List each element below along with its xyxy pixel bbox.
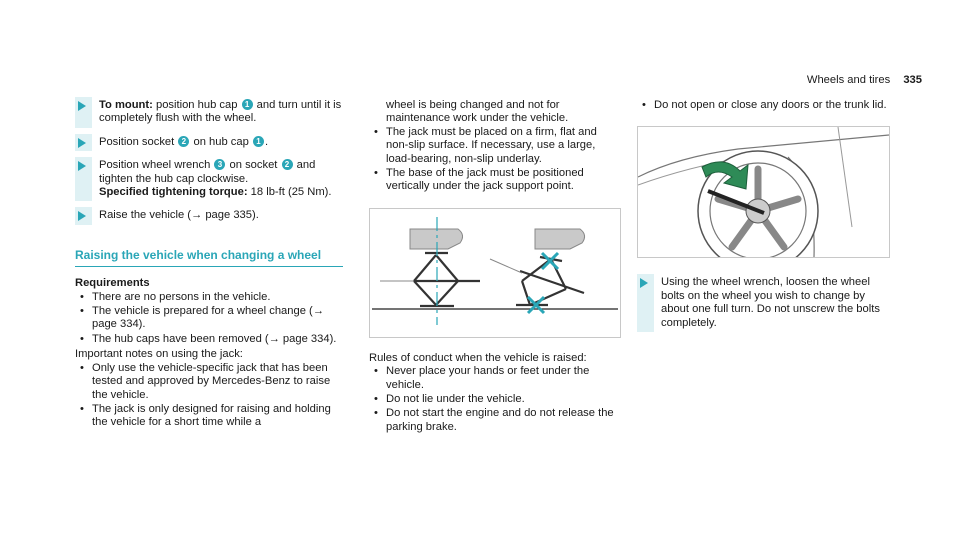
step-arrow-icon bbox=[78, 211, 86, 221]
step-text: Position socket bbox=[99, 135, 178, 148]
step-position-socket bbox=[75, 136, 343, 149]
step-text: and tighten the hub cap clockwise. bbox=[99, 159, 316, 185]
requirements-list bbox=[75, 291, 343, 347]
step-text: position hub cap bbox=[152, 99, 241, 111]
section-name: Wheels and tires bbox=[806, 74, 891, 86]
step-raise-vehicle bbox=[75, 209, 343, 222]
list-item: • There are no persons in the vehicle. bbox=[75, 291, 343, 304]
step-text: and turn until it is completely flush with the wheel. bbox=[99, 99, 342, 125]
rules-intro: Rules of conduct when the vehicle is raised: bbox=[369, 351, 587, 364]
callout-number: 2 bbox=[178, 136, 189, 147]
torque-value: 18 lb-ft (25 Nm). bbox=[247, 186, 332, 199]
callout-number: 1 bbox=[242, 99, 253, 110]
list-item: • The jack is only designed for raising and holding the vehicle for a short time while a bbox=[75, 403, 343, 430]
requirements-heading: Requirements bbox=[75, 277, 150, 290]
list-item: • Do not lie under the vehicle. bbox=[369, 393, 621, 406]
jack-rules-list bbox=[369, 126, 621, 194]
step-text: on socket bbox=[226, 159, 281, 172]
conduct-rules-list bbox=[369, 365, 621, 434]
callout-number: 1 bbox=[253, 136, 264, 147]
step-position-wrench bbox=[75, 159, 343, 199]
list-item: • Do not open or close any doors or the trunk lid. bbox=[637, 99, 893, 112]
page-header bbox=[807, 74, 922, 87]
step-arrow-icon bbox=[78, 138, 86, 148]
column-right bbox=[637, 99, 893, 340]
step-arrow-icon bbox=[640, 278, 648, 288]
list-item[interactable]: • The hub caps have been removed (→ page 334). bbox=[75, 333, 343, 346]
callout-number: 3 bbox=[214, 159, 225, 170]
wheel-wrench-illustration bbox=[637, 126, 890, 258]
torque-label: Specified tightening torque: bbox=[99, 186, 248, 199]
page-number: 335 bbox=[903, 74, 922, 86]
notes-list bbox=[75, 362, 343, 430]
step-loosen-bolts bbox=[637, 276, 893, 330]
step-text: on hub cap bbox=[190, 135, 252, 148]
section-title: Raising the vehicle when changing a wheel bbox=[75, 249, 343, 267]
list-item: • The base of the jack must be positioned vertically under the jack support point. bbox=[369, 167, 621, 194]
callout-number: 2 bbox=[282, 159, 293, 170]
column-middle bbox=[369, 99, 621, 434]
notes-intro: Important notes on using the jack: bbox=[75, 348, 243, 361]
continued-text: wheel is being changed and not for maintenance work under the vehicle. bbox=[386, 99, 569, 125]
step-mount bbox=[75, 99, 343, 126]
jack-diagram-svg bbox=[370, 209, 620, 337]
door-rule-list bbox=[637, 99, 893, 112]
list-item: • Only use the vehicle-specific jack that has been tested and approved by Mercedes-Benz to raise the vehicle. bbox=[75, 362, 343, 402]
wheel-diagram-svg bbox=[638, 127, 889, 257]
list-item: • Do not start the engine and do not release the parking brake. bbox=[369, 407, 621, 434]
column-left bbox=[75, 99, 343, 430]
step-text: Using the wheel wrench, loosen the wheel bolts on the wheel you wish to change by about one full turn. Do not unscrew the bolts completely. bbox=[661, 276, 880, 329]
jack-placement-illustration bbox=[369, 208, 621, 338]
step-arrow-icon bbox=[78, 101, 86, 111]
step-text[interactable]: Raise the vehicle (→ page 335). bbox=[99, 209, 259, 222]
list-item[interactable]: • The vehicle is prepared for a wheel change (→ page 334). bbox=[75, 305, 343, 332]
step-text: Position wheel wrench bbox=[99, 159, 214, 172]
step-arrow-icon bbox=[78, 161, 86, 171]
step-bold-label: To mount: bbox=[99, 99, 153, 111]
step-text: . bbox=[264, 135, 269, 148]
list-item: • Never place your hands or feet under the vehicle. bbox=[369, 365, 621, 392]
list-item: • The jack must be placed on a firm, flat and non-slip surface. If necessary, use a large, load-bearing, non-slip underlay. bbox=[369, 126, 621, 166]
